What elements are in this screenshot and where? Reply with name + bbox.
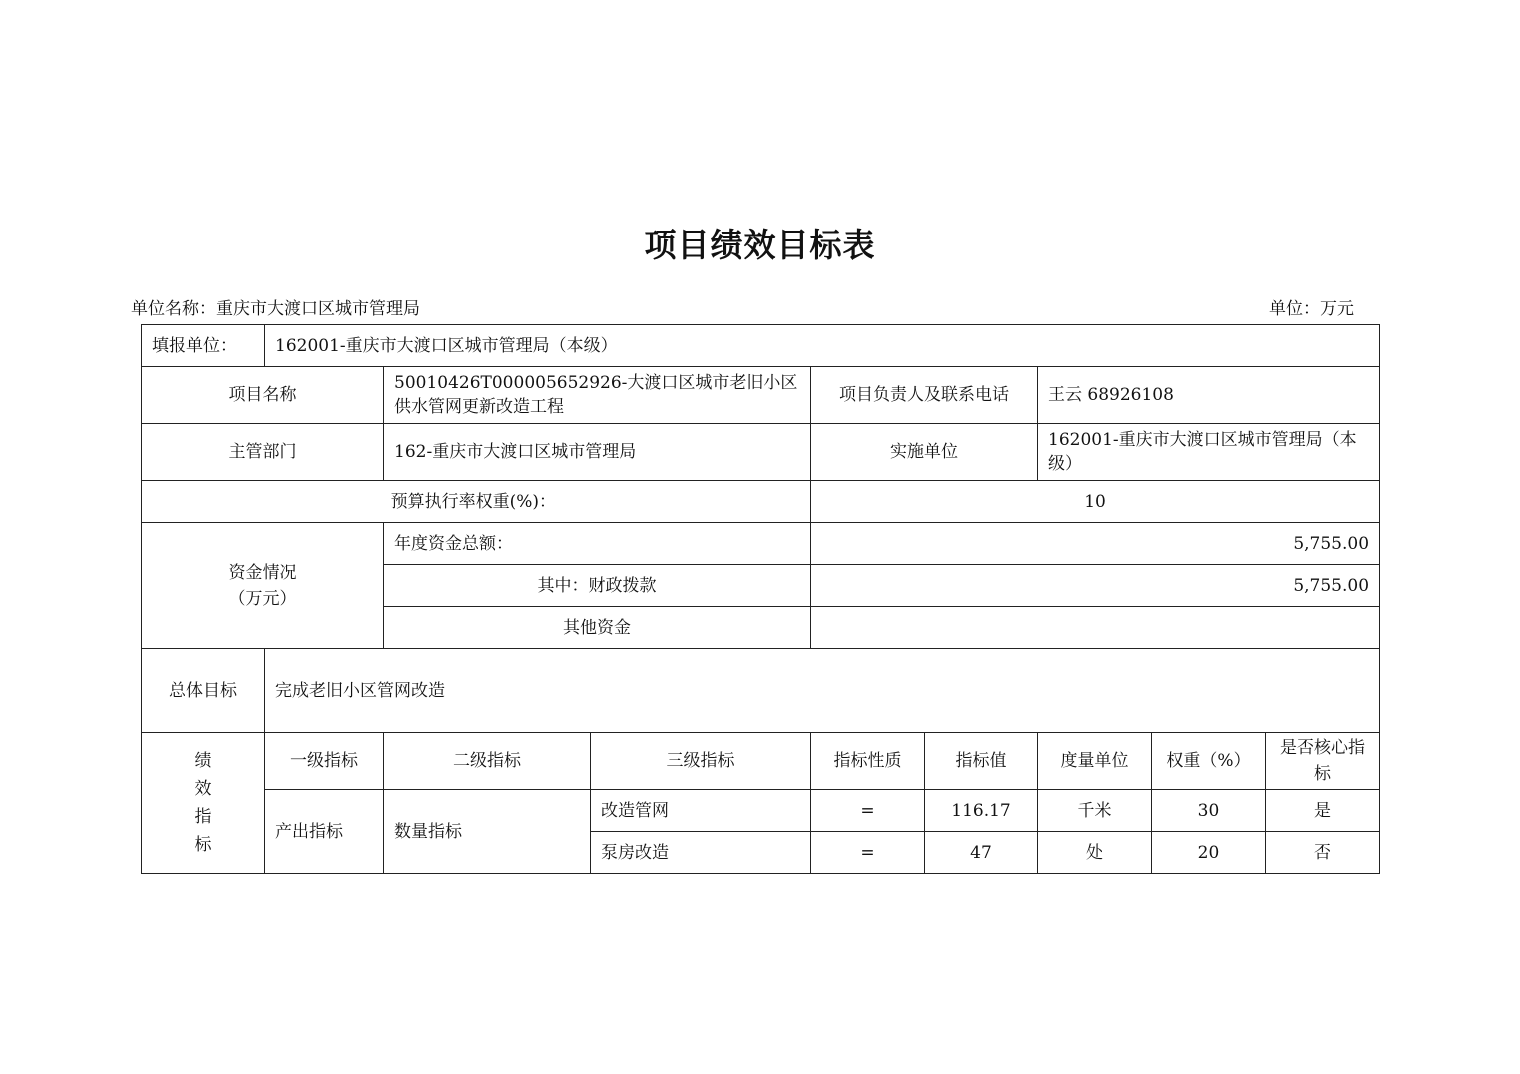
section-char: 绩: [194, 751, 212, 771]
other-funds-label: 其他资金: [384, 607, 811, 649]
contact-label: 项目负责人及联系电话: [811, 367, 1038, 424]
header-nature: 指标性质: [811, 733, 925, 790]
indicator-value: 116.17: [925, 790, 1038, 832]
filing-unit-label: 填报单位：: [142, 325, 265, 367]
annual-total-value: 5,755.00: [811, 523, 1380, 565]
level2-value: 数量指标: [384, 790, 591, 874]
project-row: [142, 367, 1380, 424]
header-level3: 三级指标: [591, 733, 811, 790]
goal-row: [142, 649, 1380, 733]
filing-unit-value: 162001-重庆市大渡口区城市管理局（本级）: [265, 325, 1380, 367]
dept-value: 162-重庆市大渡口区城市管理局: [384, 424, 811, 481]
dept-label: 主管部门: [142, 424, 384, 481]
fiscal-value: 5,755.00: [811, 565, 1380, 607]
indicator-section-label: [142, 733, 265, 874]
currency-unit: 单位：万元: [1269, 299, 1354, 319]
indicator-name: 改造管网: [591, 790, 811, 832]
annual-total-row: [142, 523, 1380, 565]
level1-value: 产出指标: [265, 790, 384, 874]
indicator-value: 47: [925, 832, 1038, 874]
project-name-value: 50010426T000005652926-大渡口区城市老旧小区供水管网更新改造工程: [384, 367, 811, 424]
section-char: 效: [194, 779, 212, 799]
indicator-unit: 千米: [1038, 790, 1152, 832]
indicator-nature: =: [811, 790, 925, 832]
other-funds-value: [811, 607, 1380, 649]
indicator-name: 泵房改造: [591, 832, 811, 874]
impl-unit-label: 实施单位: [811, 424, 1038, 481]
annual-total-label: 年度资金总额：: [384, 523, 811, 565]
funds-label: [142, 523, 384, 649]
fiscal-label: 其中：财政拨款: [384, 565, 811, 607]
section-char: 标: [194, 835, 212, 855]
impl-unit-value: 162001-重庆市大渡口区城市管理局（本级）: [1038, 424, 1380, 481]
page-title: 项目绩效目标表: [644, 226, 876, 264]
funds-label-line1: 资金情况: [228, 562, 297, 583]
indicator-row: [142, 790, 1380, 832]
budget-rate-label: 预算执行率权重(%)：: [142, 481, 811, 523]
header-level2: 二级指标: [384, 733, 591, 790]
filing-unit-row: [142, 325, 1380, 367]
budget-rate-value: 10: [811, 481, 1380, 523]
header-core: 是否核心指标: [1266, 733, 1380, 790]
indicator-weight: 30: [1152, 790, 1266, 832]
indicator-nature: =: [811, 832, 925, 874]
header-value: 指标值: [925, 733, 1038, 790]
goal-value: 完成老旧小区管网改造: [265, 649, 1380, 733]
indicator-header-row: [142, 733, 1380, 790]
indicator-core: 否: [1266, 832, 1380, 874]
goal-label: 总体目标: [142, 649, 265, 733]
header-weight: 权重（%）: [1152, 733, 1266, 790]
contact-value: 王云 68926108: [1038, 367, 1380, 424]
section-char: 指: [194, 807, 212, 827]
header-level1: 一级指标: [265, 733, 384, 790]
budget-rate-row: [142, 481, 1380, 523]
funds-label-line2: （万元）: [228, 588, 297, 609]
unit-name: 单位名称：重庆市大渡口区城市管理局: [131, 299, 420, 319]
indicator-weight: 20: [1152, 832, 1266, 874]
header-unit: 度量单位: [1038, 733, 1152, 790]
department-row: [142, 424, 1380, 481]
indicator-unit: 处: [1038, 832, 1152, 874]
indicator-core: 是: [1266, 790, 1380, 832]
performance-table: [141, 324, 1380, 874]
project-name-label: 项目名称: [142, 367, 384, 424]
